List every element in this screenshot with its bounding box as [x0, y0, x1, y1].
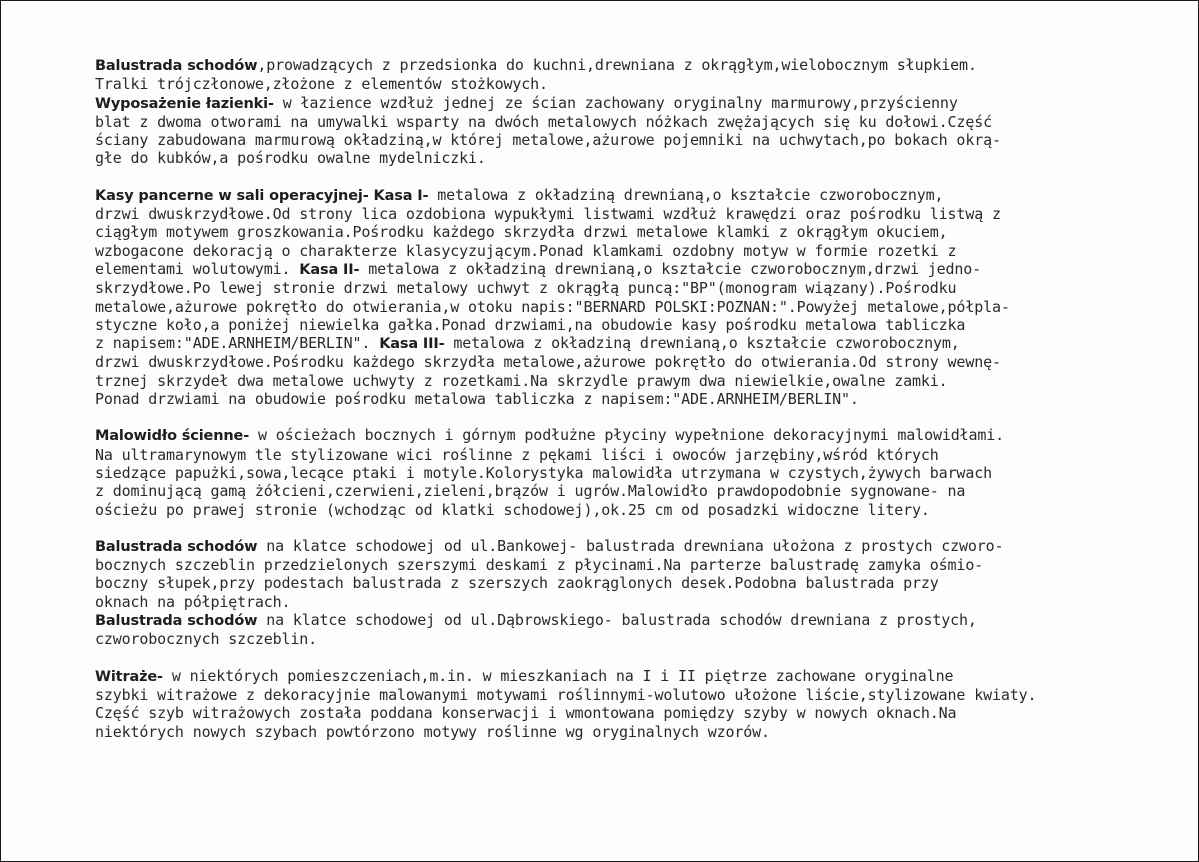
line-text: czworobocznych szczeblin. — [95, 630, 318, 649]
line-text: ,prowadzących z przedsionka do kuchni,drewniana z okrągłym,wielobocznym słupkiem. — [257, 56, 977, 74]
text-line — [95, 242, 1195, 260]
paragraph — [95, 186, 1195, 409]
line-text: w ościeżach bocznych i górnym podłużne płyciny wypełnione dekoracyjnymi malowidłami. — [249, 426, 1004, 445]
line-text: z napisem:"ADE.ARNHEIM/BERLIN". — [95, 334, 380, 353]
line-text: boczny słupek,przy podestach balustrada z szerszych zaokrąglonych desek.Podobna balustrada przy — [95, 574, 939, 593]
text-line — [95, 75, 1195, 93]
line-text: siedzące papużki,sowa,lecące ptaki i motyle.Kolorystyka malowidła utrzymana w czystych,żywych barwach — [95, 463, 992, 482]
text-line — [95, 537, 1195, 556]
text-line — [95, 426, 1195, 445]
text-line — [95, 723, 1195, 741]
line-text: w niektórych pomieszczeniach,m.in. w mieszkaniach na I i II piętrze zachowane oryginalne — [162, 666, 954, 685]
text-line — [95, 149, 1195, 167]
text-line — [95, 501, 1195, 519]
text-line — [95, 686, 1195, 704]
document-body — [95, 56, 1195, 741]
paragraph-gap — [95, 649, 1195, 667]
paragraph — [95, 537, 1195, 649]
text-line — [95, 205, 1195, 223]
text-line — [95, 316, 1195, 334]
line-text: wzbogacone dekoracją o charakterze klasycyzującym.Ponad klamkami ozdobny motyw w formie rozetki z — [95, 241, 957, 260]
paragraph — [95, 426, 1195, 518]
line-text: na klatce schodowej od ul.Bankowej- balustrada drewniana ułożona z prostych czworo- — [257, 536, 1004, 555]
line-text: elementami wolutowymi. — [95, 259, 300, 278]
section-heading: Kasa II- — [299, 261, 360, 278]
text-line — [95, 298, 1195, 316]
line-text: w łazience wzdłuż jednej ze ścian zachowany oryginalny marmurowy,przyścienny — [273, 93, 958, 112]
text-line — [95, 186, 1195, 205]
line-text: z dominującą gamą żółcieni,czerwieni,zieleni,brązów i ugrów.Malowidło prawdopodobnie sygnowane- na — [95, 482, 966, 501]
text-line — [95, 611, 1195, 630]
line-text: niektórych nowych szybach powtórzono motywy roślinne wg oryginalnych wzorów. — [95, 722, 770, 741]
section-heading: Witraże- — [95, 668, 163, 685]
text-line — [95, 446, 1195, 464]
text-line — [95, 574, 1195, 592]
text-line — [95, 667, 1195, 686]
line-text: szybki witrażowe z dekoracyjnie malowanymi motywami roślinnymi-wolutowo ułożone liście,stylizowane kwiaty. — [95, 685, 1037, 704]
line-text: metalowa z okładziną drewnianą,o kształcie czworobocznym,drzwi jedno- — [359, 259, 982, 278]
line-text: blat z dwoma otworami na umywalki wsparty na dwóch metalowych nóżkach zwężających się ku dołowi.Część — [95, 112, 992, 131]
paragraph — [95, 667, 1195, 741]
section-heading: Balustrada schodów — [95, 538, 258, 555]
line-text: Część szyb witrażowych została poddana konserwacji i wmontowana pomiędzy szyby w nowych oknach.Na — [95, 704, 957, 723]
line-text: drzwi dwuskrzydłowe.Od strony lica ozdobiona wypukłymi listwami wzdłuż krawędzi oraz pośrodku listwą z — [95, 205, 1001, 224]
text-line — [95, 223, 1195, 241]
line-text: metalowa z okładziną drewnianą,o kształcie czworobocznym, — [428, 185, 944, 204]
text-line — [95, 390, 1195, 408]
text-line — [95, 593, 1195, 611]
line-text: ościeżu po prawej stronie (wchodząc od klatki schodowej),ok.25 cm od posadzki widoczne litery. — [95, 500, 930, 519]
line-text: Ponad drzwiami na obudowie pośrodku metalowa tabliczka z napisem:"ADE.ARNHEIM/BERLIN". — [95, 390, 859, 409]
text-line — [95, 131, 1195, 149]
line-text: głe do kubków,a pośrodku owalne mydelniczki. — [95, 149, 486, 168]
section-heading: Balustrada schodów — [95, 58, 258, 74]
section-heading: Kasy pancerne w sali operacyjnej- Kasa I- — [95, 187, 429, 204]
section-heading: Balustrada schodów — [95, 613, 258, 630]
section-heading: Malowidło ścienne- — [95, 428, 250, 445]
line-text: trznej skrzydeł dwa metalowe uchwyty z rozetkami.Na skrzydle prawym dwa niewielkie,owalne zamki. — [95, 371, 948, 390]
text-line — [95, 56, 1195, 75]
paragraph-gap — [95, 408, 1195, 426]
text-line — [95, 630, 1195, 648]
line-text: skrzydłowe.Po lewej stronie drzwi metalowy uchwyt z okrągłą puncą:"BP"(monogram wiązany).Pośrodku — [95, 279, 957, 298]
text-line — [95, 372, 1195, 390]
line-text: metalowa z okładziną drewnianą,o kształcie czworobocznym, — [444, 334, 960, 353]
line-text: drzwi dwuskrzydłowe.Pośrodku każdego skrzydła metalowe,ażurowe pokrętło do otwierania.Od strony wewnę- — [95, 353, 1001, 372]
section-heading: Wyposażenie łazienki- — [95, 95, 274, 112]
paragraph — [95, 56, 1195, 168]
paragraph-gap — [95, 519, 1195, 537]
text-line — [95, 556, 1195, 574]
text-line — [95, 94, 1195, 113]
text-line — [95, 353, 1195, 371]
text-line — [95, 260, 1195, 279]
text-line — [95, 464, 1195, 482]
text-line — [95, 279, 1195, 297]
line-text: ciągłym motywem groszkowania.Pośrodku każdego skrzydła drzwi metalowe klamki z okrągłym okuciem, — [95, 223, 948, 242]
section-heading: Kasa III- — [379, 336, 445, 353]
text-line — [95, 113, 1195, 131]
line-text: bocznych szczeblin przedzielonych szerszymi deskami z płycinami.Na parterze balustradę zamyka ośmio- — [95, 556, 984, 575]
text-line — [95, 482, 1195, 500]
line-text: ściany zabudowana marmurową okładziną,w której metalowe,ażurowe pojemniki na uchwytach,po bokach okrą- — [95, 131, 1001, 150]
text-line — [95, 334, 1195, 353]
line-text: oknach na półpiętrach. — [95, 592, 291, 611]
line-text: Tralki trójczłonowe,złożone z elementów stożkowych. — [95, 75, 548, 94]
line-text: Na ultramarynowym tle stylizowane wici roślinne z pękami liści i owoców jarzębiny,wśród których — [95, 445, 939, 464]
text-line — [95, 704, 1195, 722]
line-text: metalowe,ażurowe pokrętło do otwierania,w otoku napis:"BERNARD POLSKI:POZNAN:".Powyżej metalowe,półpla- — [95, 297, 1010, 316]
paragraph-gap — [95, 168, 1195, 186]
line-text: na klatce schodowej od ul.Dąbrowskiego- balustrada schodów drewniana z prostych, — [257, 611, 977, 630]
line-text: styczne koło,a poniżej niewielka gałka.Ponad drzwiami,na obudowie kasy pośrodku metalowa tabliczka — [95, 315, 966, 334]
